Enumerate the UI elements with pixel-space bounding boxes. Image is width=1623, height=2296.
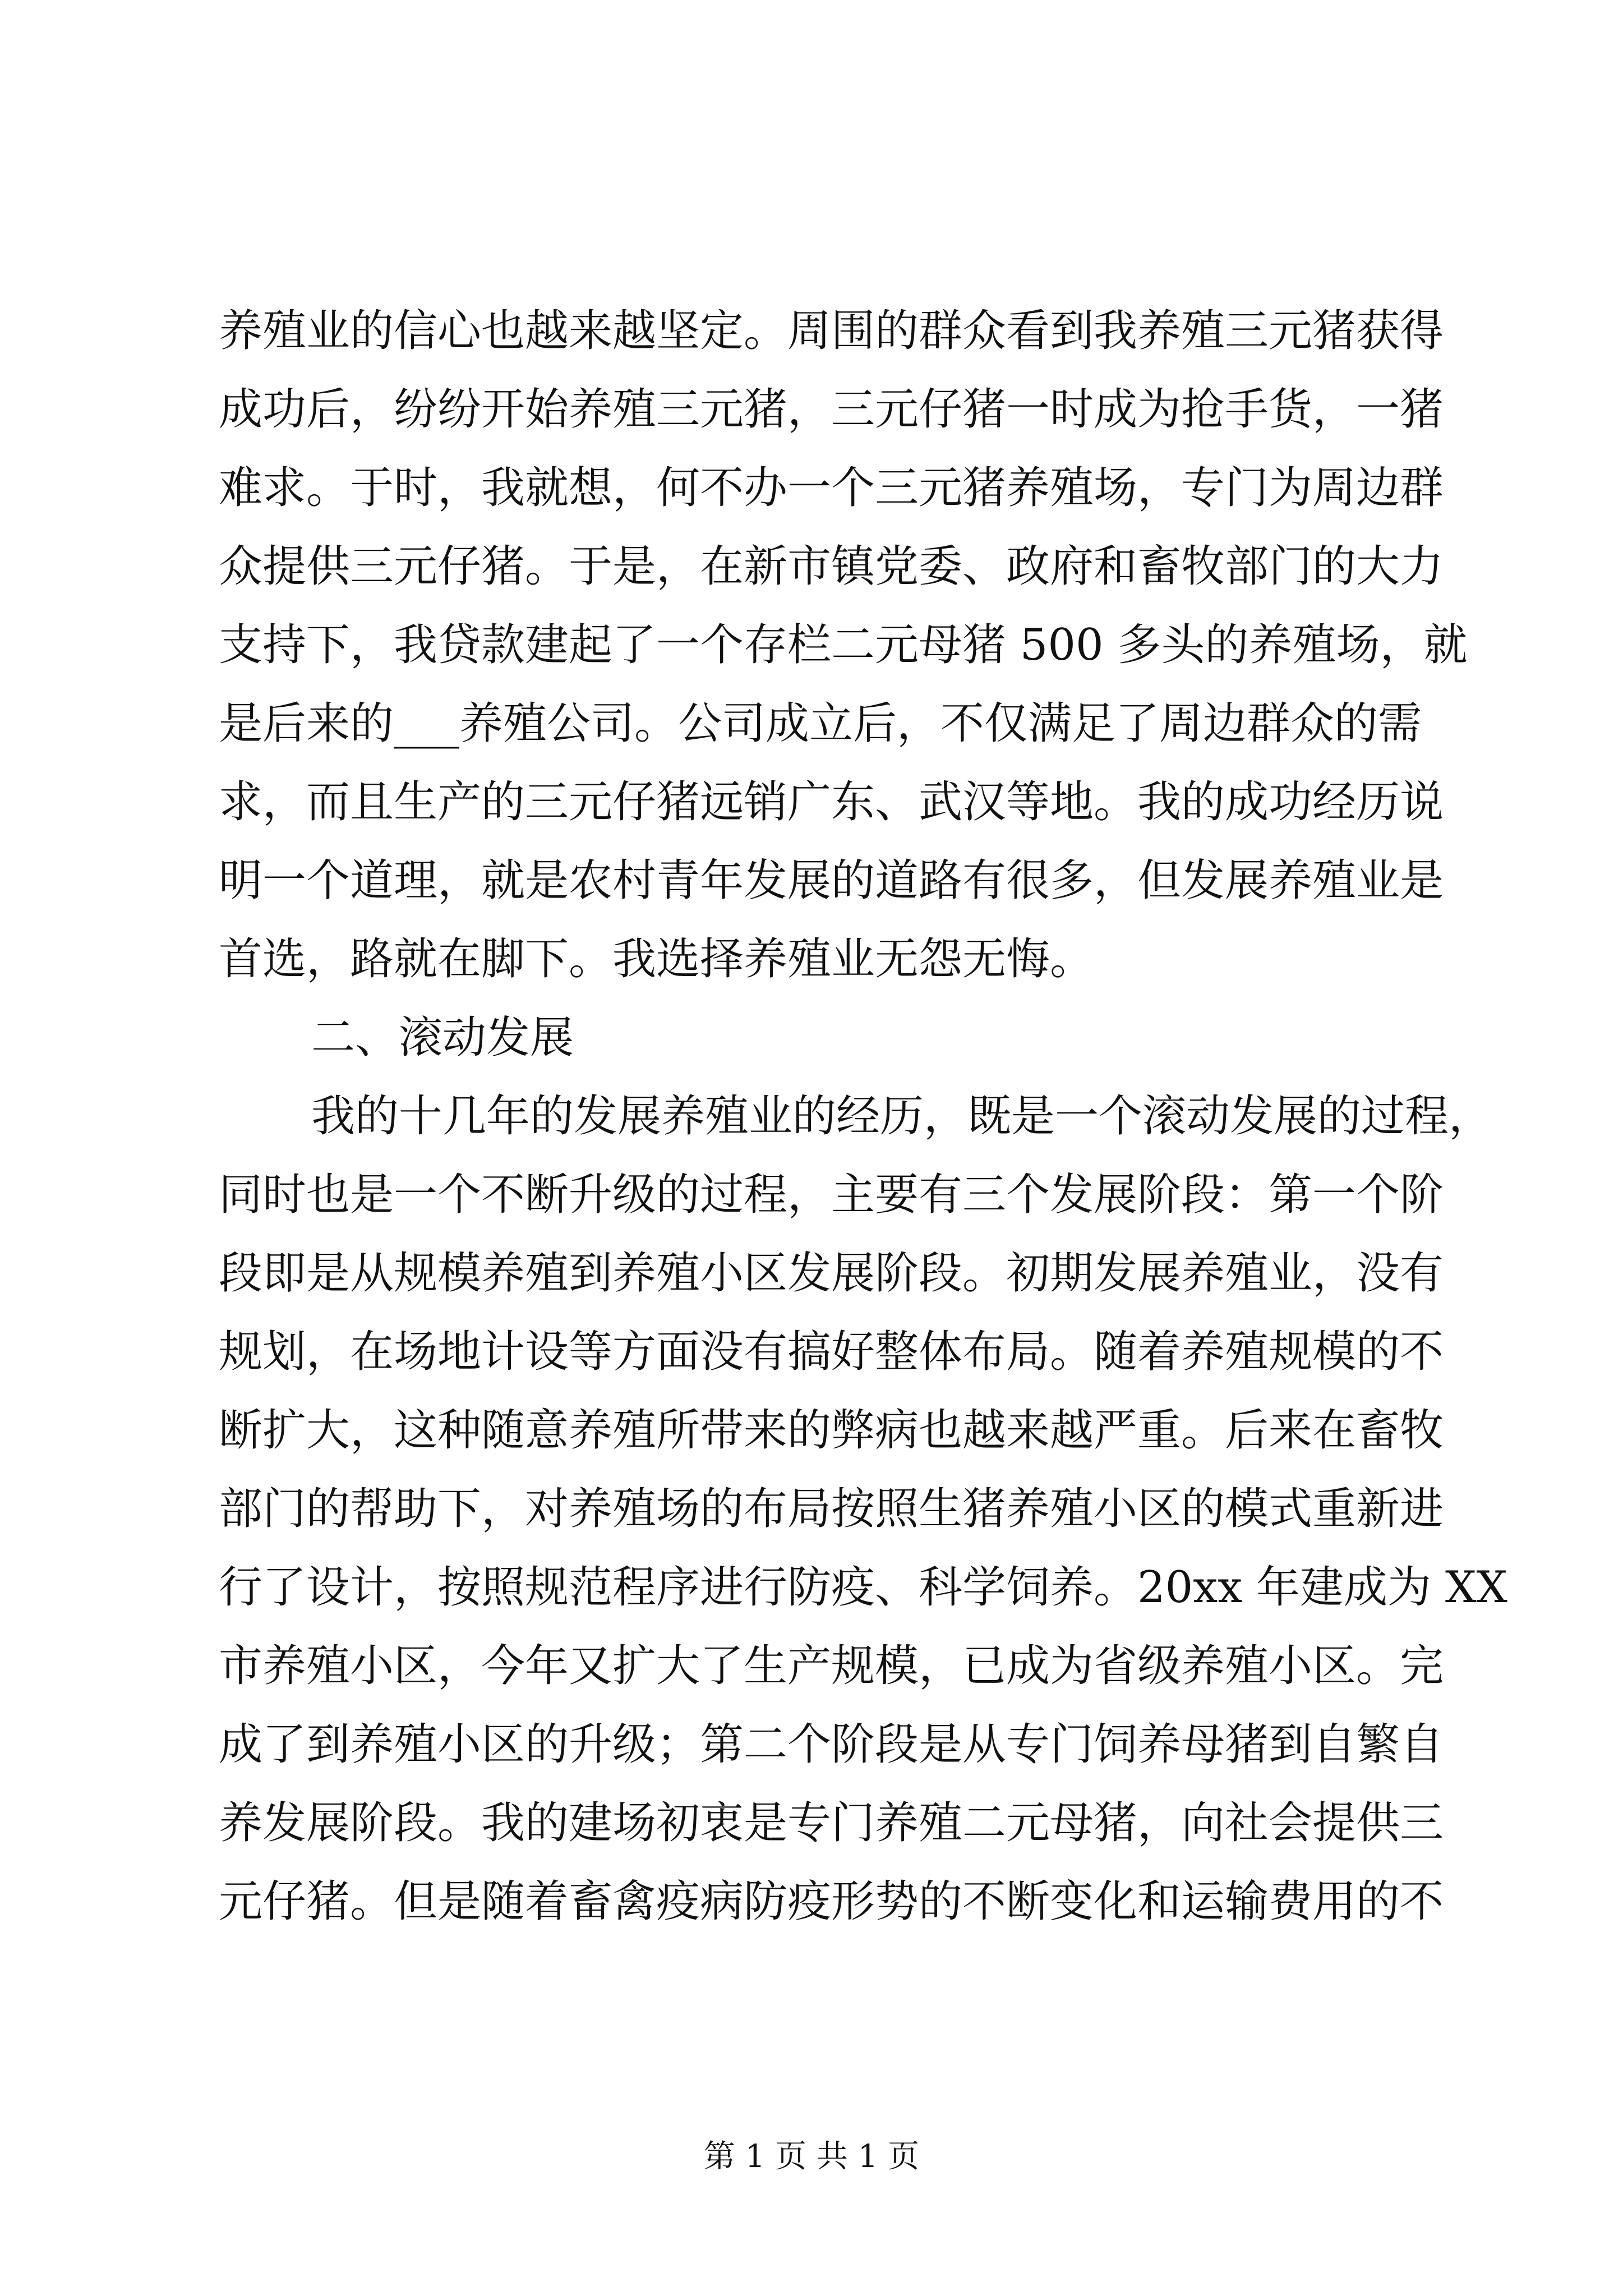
body-line: 规划，在场地计设等方面没有搞好整体布局。随着养殖规模的不: [219, 1327, 1444, 1377]
body-line: 求，而且生产的三元仔猪远销广东、武汉等地。我的成功经历说: [219, 777, 1444, 827]
body-line: 部门的帮助下，对养殖场的布局按照生猪养殖小区的模式重新进: [219, 1484, 1444, 1534]
page-footer: 第 1 页 共 1 页: [703, 2138, 920, 2175]
body-line: 元仔猪。但是随着畜禽疫病防疫形势的不断变化和运输费用的不: [219, 1876, 1444, 1927]
body-line: 行了设计，按照规范程序进行防疫、科学饲养。20xx 年建成为 XX: [219, 1562, 1507, 1613]
body-line: 养殖业的信心也越来越坚定。周围的群众看到我养殖三元猪获得: [219, 306, 1444, 356]
section-heading: 二、滚动发展: [311, 1013, 574, 1063]
body-line: 我的十几年的发展养殖业的经历，既是一个滚动发展的过程，: [311, 1091, 1493, 1142]
body-line: 断扩大，这种随意养殖所带来的弊病也越来越严重。后来在畜牧: [219, 1405, 1444, 1456]
body-line: 难求。于时，我就想，何不办一个三元猪养殖场，专门为周边群: [219, 463, 1444, 513]
body-line: 段即是从规模养殖到养殖小区发展阶段。初期发展养殖业，没有: [219, 1248, 1444, 1299]
body-line: 同时也是一个不断升级的过程，主要有三个发展阶段：第一个阶: [219, 1170, 1444, 1220]
body-line: 支持下，我贷款建起了一个存栏二元母猪 500 多头的养殖场，就: [219, 620, 1468, 670]
body-line: 众提供三元仔猪。于是，在新市镇党委、政府和畜牧部门的大力: [219, 541, 1444, 592]
body-line: 市养殖小区，今年又扩大了生产规模，已成为省级养殖小区。完: [219, 1641, 1444, 1691]
body-line: 养发展阶段。我的建场初衷是专门养殖二元母猪，向社会提供三: [219, 1798, 1444, 1848]
body-line: 是后来的___养殖公司。公司成立后，不仅满足了周边群众的需: [219, 698, 1422, 749]
body-line: 成了到养殖小区的升级；第二个阶段是从专门饲养母猪到自繁自: [219, 1719, 1444, 1770]
body-line: 成功后，纷纷开始养殖三元猪，三元仔猪一时成为抢手货，一猪: [219, 384, 1444, 435]
body-line: 首选，路就在脚下。我选择养殖业无怨无悔。: [219, 934, 1094, 984]
body-line: 明一个道理，就是农村青年发展的道路有很多，但发展养殖业是: [219, 855, 1444, 906]
